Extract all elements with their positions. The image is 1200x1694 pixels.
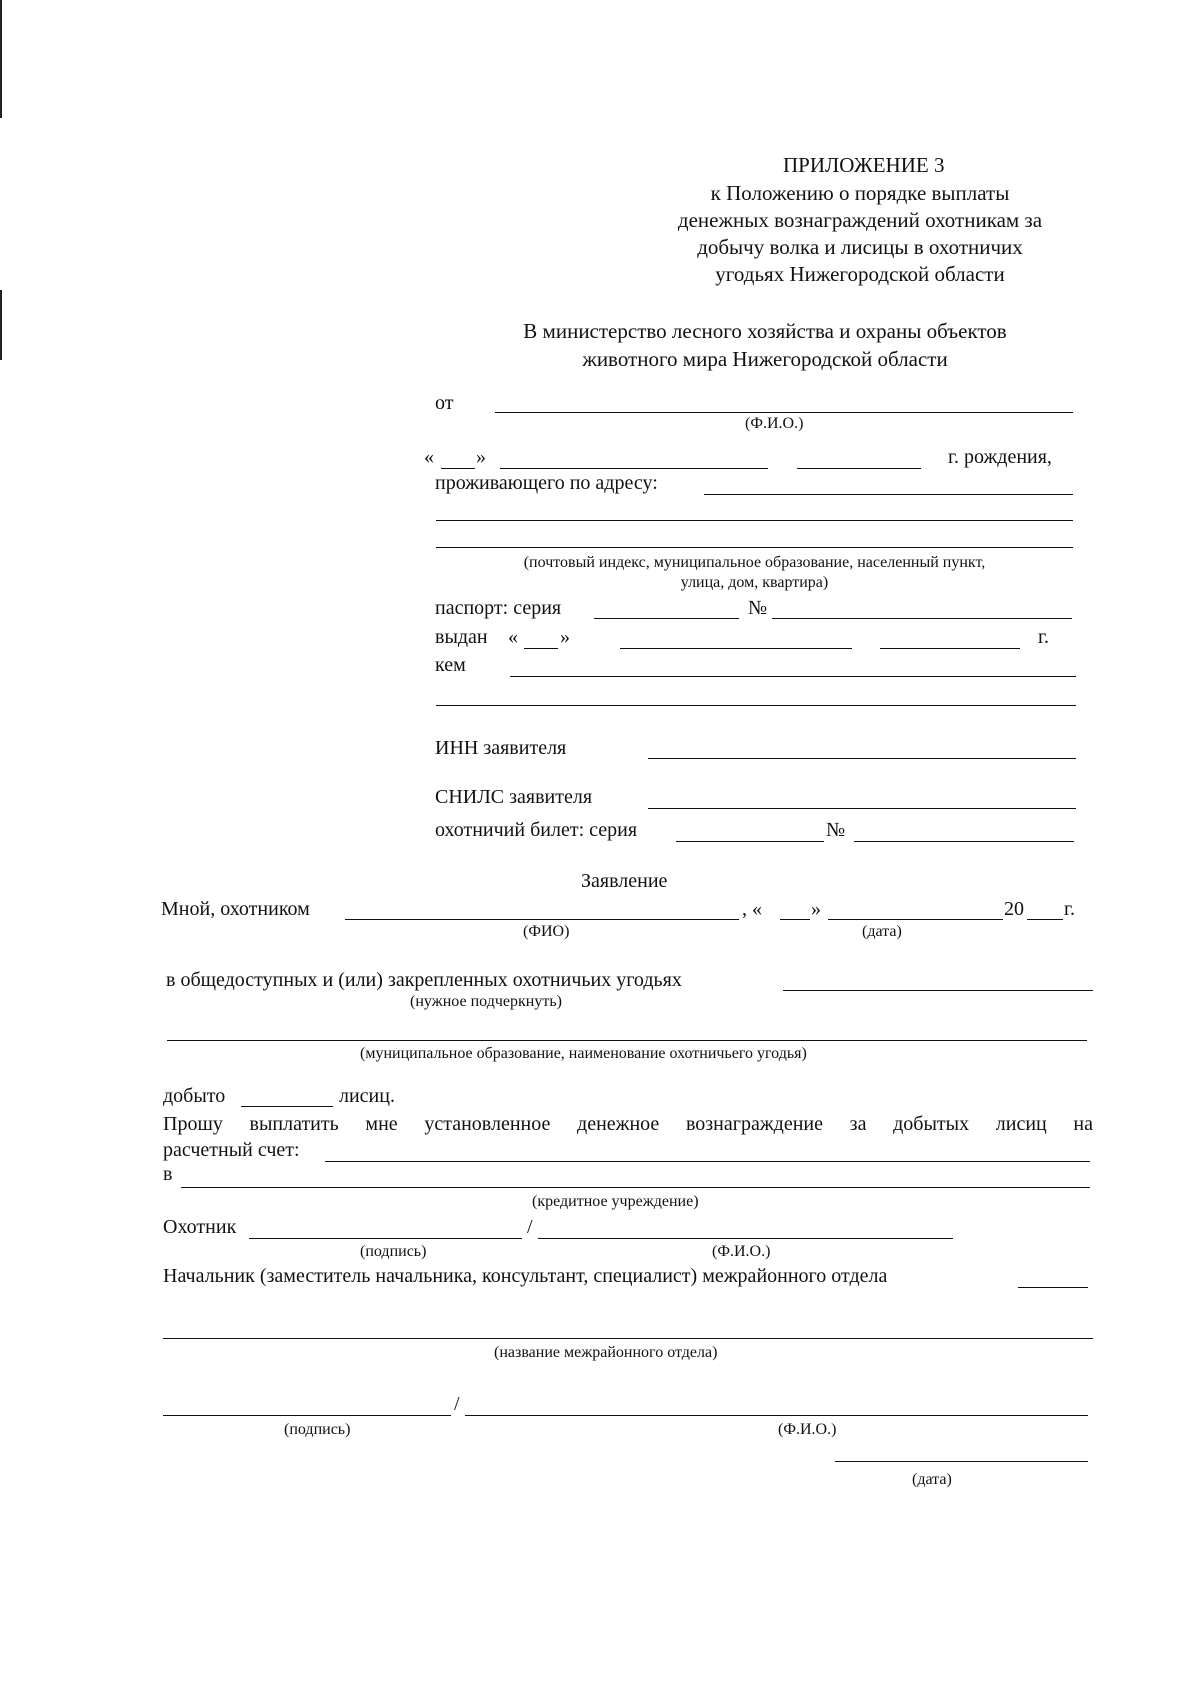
- addressee-line-2: животного мира Нижегородской области: [582, 347, 948, 371]
- ticket-label: охотничий билет: серия: [435, 819, 638, 841]
- passport-number-field[interactable]: [772, 618, 1072, 619]
- chief-label: Начальник (заместитель начальника, консультант, специалист) межрайонного отдела: [163, 1265, 888, 1287]
- snils-label: СНИЛС заявителя: [435, 786, 593, 808]
- chief-signature-hint: (подпись): [284, 1421, 351, 1438]
- scan-mark-middle: [0, 290, 2, 360]
- statement-year-field[interactable]: [1027, 919, 1063, 920]
- date-quote-close: »: [811, 898, 821, 920]
- date-separator: , «: [742, 898, 762, 920]
- account-field[interactable]: [325, 1161, 1090, 1162]
- bank-field[interactable]: [181, 1187, 1090, 1188]
- by-whom-label: кем: [435, 654, 466, 676]
- inn-label: ИНН заявителя: [435, 737, 567, 759]
- hunter-signature-hint: (подпись): [360, 1243, 427, 1260]
- passport-number-sign: №: [748, 597, 768, 619]
- scan-mark-top: [0, 0, 2, 118]
- hunter-sign-label: Охотник: [163, 1216, 237, 1238]
- by-whom-field-2[interactable]: [436, 705, 1076, 706]
- issued-year-field[interactable]: [880, 648, 1020, 649]
- issued-day-field[interactable]: [524, 648, 558, 649]
- grounds-label: в общедоступных и (или) закрепленных охотничьих угодьях: [166, 969, 682, 991]
- statement-month-field[interactable]: [828, 919, 1003, 920]
- hunter-sign-fio-field[interactable]: [538, 1238, 953, 1239]
- issued-month-field[interactable]: [620, 648, 852, 649]
- statement-date-hint: (дата): [862, 923, 902, 940]
- department-field[interactable]: [163, 1338, 1093, 1339]
- appendix-subtitle-2: денежных вознаграждений охотникам за: [677, 208, 1043, 232]
- birth-day-field[interactable]: [441, 468, 475, 469]
- issued-quote-close: »: [560, 626, 570, 648]
- passport-label: паспорт: серия: [435, 597, 562, 619]
- statement-day-field[interactable]: [780, 919, 810, 920]
- department-hint: (название межрайонного отдела): [494, 1344, 718, 1361]
- fio-hint: (Ф.И.О.): [745, 415, 804, 432]
- grounds-field-1[interactable]: [783, 990, 1093, 991]
- birth-year-suffix: г. рождения,: [948, 446, 1052, 468]
- bank-hint: (кредитное учреждение): [532, 1193, 699, 1210]
- address-field-2[interactable]: [436, 520, 1073, 521]
- grounds-hint: (муниципальное образование, наименование охотничьего угодья): [360, 1045, 807, 1062]
- underline-hint: (нужное подчеркнуть): [410, 993, 562, 1010]
- hunter-fio-hint: (ФИО): [523, 923, 570, 940]
- birth-quote-open: «: [424, 446, 434, 468]
- final-date-hint: (дата): [912, 1471, 952, 1488]
- bank-prefix: в: [163, 1163, 173, 1185]
- caught-label: добыто: [163, 1085, 226, 1107]
- appendix-subtitle-1: к Положению о порядке выплаты: [710, 181, 1010, 205]
- chief-fio-hint: (Ф.И.О.): [778, 1421, 837, 1438]
- year-prefix: 20: [1004, 898, 1024, 920]
- issued-label: выдан: [435, 626, 488, 648]
- passport-series-field[interactable]: [594, 618, 739, 619]
- issued-quote-open: «: [508, 626, 518, 648]
- year-suffix: г.: [1064, 898, 1075, 920]
- address-hint-2: улица, дом, квартира): [680, 574, 829, 591]
- appendix-subtitle-4: угодьях Нижегородской области: [715, 262, 1005, 286]
- from-fio-field[interactable]: [495, 412, 1073, 413]
- hunter-sign-fio-hint: (Ф.И.О.): [712, 1243, 771, 1260]
- from-label: от: [435, 392, 454, 414]
- ticket-number-sign: №: [826, 819, 846, 841]
- hunter-label: Мной, охотником: [161, 898, 310, 920]
- account-label: расчетный счет:: [163, 1139, 300, 1161]
- address-hint-1: (почтовый индекс, муниципальное образование, населенный пункт,: [523, 554, 986, 571]
- chief-fio-field[interactable]: [465, 1415, 1088, 1416]
- snils-field[interactable]: [648, 808, 1076, 809]
- chief-signature-field[interactable]: [163, 1415, 451, 1416]
- chief-sign-slash: /: [454, 1393, 460, 1415]
- address-field-3[interactable]: [436, 547, 1073, 548]
- request-text: Прошу выплатить мне установленное денежное вознаграждение за добытых лисиц на: [163, 1113, 1093, 1135]
- birth-quote-close: »: [476, 446, 486, 468]
- grounds-field-2[interactable]: [167, 1040, 1087, 1041]
- address-label: проживающего по адресу:: [435, 472, 658, 494]
- inn-field[interactable]: [648, 758, 1076, 759]
- addressee-line-1: В министерство лесного хозяйства и охраны объектов: [523, 319, 1007, 343]
- appendix-subtitle-3: добычу волка и лисицы в охотничих: [697, 235, 1023, 259]
- foxes-label: лисиц.: [339, 1085, 395, 1107]
- issued-year-suffix: г.: [1038, 626, 1049, 648]
- ticket-number-field[interactable]: [854, 841, 1074, 842]
- hunter-sign-slash: /: [527, 1216, 533, 1238]
- birth-month-field[interactable]: [500, 468, 768, 469]
- hunter-fio-field[interactable]: [345, 919, 739, 920]
- appendix-title: ПРИЛОЖЕНИЕ 3: [783, 153, 945, 177]
- statement-title: Заявление: [581, 870, 668, 892]
- chief-field-1[interactable]: [1018, 1287, 1088, 1288]
- by-whom-field-1[interactable]: [510, 676, 1076, 677]
- hunter-signature-field[interactable]: [249, 1238, 522, 1239]
- address-field-1[interactable]: [704, 494, 1073, 495]
- final-date-field[interactable]: [835, 1461, 1088, 1462]
- birth-year-field[interactable]: [797, 468, 921, 469]
- ticket-series-field[interactable]: [676, 841, 824, 842]
- caught-count-field[interactable]: [241, 1106, 333, 1107]
